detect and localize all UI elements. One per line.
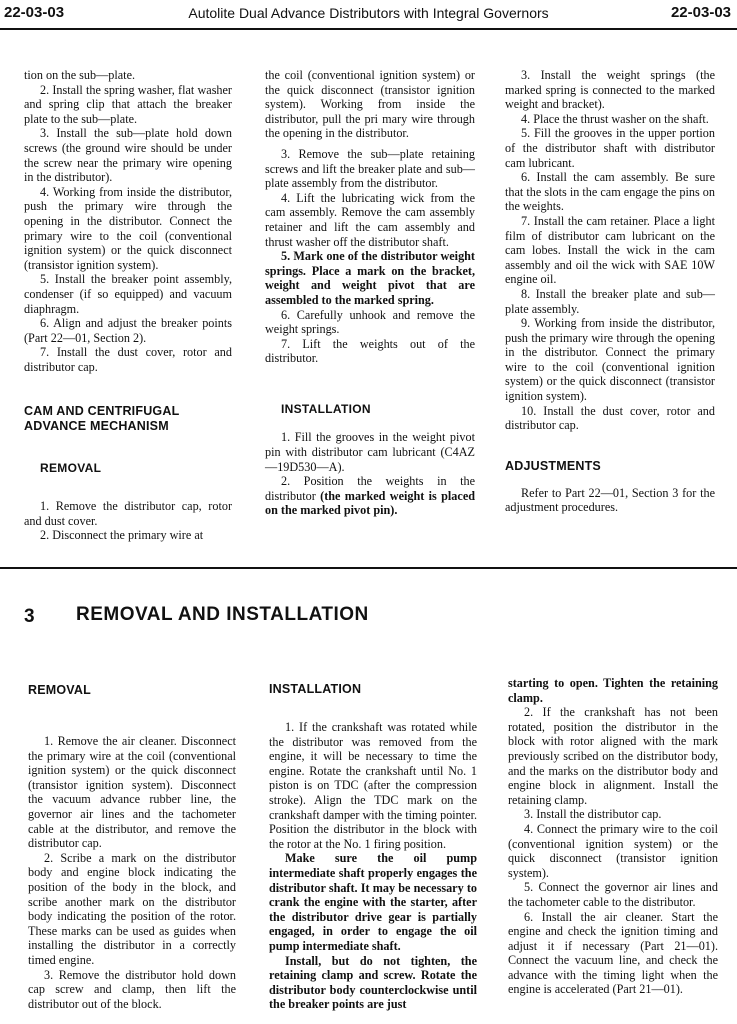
page-number-right: 22-03-03 bbox=[670, 4, 731, 21]
subheading-removal: REMOVAL bbox=[40, 461, 102, 476]
step-10: 10. Install the dust cover, rotor and distributor cap. bbox=[505, 403, 715, 433]
step-9: 9. Working from inside the distributor, push the primary wire through the opening in the distributor. Connect the primary wire to the coil (conventional ignition system) or the quick disconnect (transistor ignition system). bbox=[505, 316, 715, 404]
bottom-column-1 bbox=[28, 683, 236, 1011]
removal-step-1: 1. Remove the distributor cap, rotor and dust cover. bbox=[24, 499, 232, 528]
page-header bbox=[0, 0, 737, 30]
step-2: 2. If the crankshaft has not been rotated, position the distributor in the block with rotor aligned with the mark previously scribed on the distributor body, and the marks on the distributor body and engine block in alignment. Install the retaining clamp. bbox=[508, 705, 718, 807]
paragraph: the coil (conventional ignition system) or the quick disconnect (transistor ignition system). Working from inside the distributor, pull the pri mary wire through the opening in the distributor. bbox=[265, 68, 475, 141]
step-7: 7. Install the dust cover, rotor and distributor cap. bbox=[24, 345, 232, 374]
step-6: 6. Install the cam assembly. Be sure that the slots in the cam engage the pins on the weights. bbox=[505, 170, 715, 214]
step-6: 6. Carefully unhook and remove the weight springs. bbox=[265, 307, 475, 337]
step-2: 2. Install the spring washer, flat washer and spring clip that attach the breaker plate to the sub—plate. bbox=[24, 82, 232, 126]
step-6: 6. Align and adjust the breaker points (Part 22—01, Section 2). bbox=[24, 316, 232, 345]
header-rule bbox=[0, 28, 737, 30]
bottom-column-3 bbox=[508, 676, 718, 997]
section-divider bbox=[0, 567, 737, 569]
install-note: Make sure the oil pump intermediate shaft properly engages the distributor shaft. It may be necessary to crank the engine with the starter, after the distributor drive gear is partially engaged, in order to engage the oil pump intermediate shaft. bbox=[269, 851, 477, 953]
step-5: 5. Fill the grooves in the upper portion of the distributor shaft with distributor cam lubricant. bbox=[505, 126, 715, 170]
removal-step-1: 1. Remove the air cleaner. Disconnect the primary wire at the coil (conventional ignition system) or the quick disconnect (transistor ignition system). Disconnect the vacuum advance rubber line, the governor air lines and the tachometer cable at the distributor, and remove the distributor cap. bbox=[28, 734, 236, 851]
page-number-left: 22-03-03 bbox=[4, 4, 65, 21]
step-7: 7. Install the cam retainer. Place a light film of distributor cam lubricant on the cam lobes. Install the wick in the cam assembly and oil the wick with SAE 10W engine oil. bbox=[505, 213, 715, 287]
paragraph: starting to open. Tighten the retaining clamp. bbox=[508, 676, 718, 705]
step-4: 4. Lift the lubricating wick from the cam assembly. Remove the cam assembly retainer and lift the cam assembly and thrust washer off the distributor shaft. bbox=[265, 190, 475, 249]
removal-step-2: 2. Scribe a mark on the distributor body and engine block indicating the position of the body in the block, and scribe another mark on the distributor body indicating the position of the rotor. These marks can be used as guides when installing the distributor in a correctly timed engine. bbox=[28, 850, 236, 967]
removal-step-3: 3. Remove the distributor hold down cap screw and clamp, then lift the distributor out of the block. bbox=[28, 967, 236, 1011]
page-title: Autolite Dual Advance Distributors with Integral Governors bbox=[188, 5, 549, 21]
removal-step-2: 2. Disconnect the primary wire at bbox=[40, 528, 204, 543]
install-note-2: Install, but do not tighten, the retaining clamp and screw. Rotate the distributor body counterclockwise until the breaker points are just bbox=[269, 953, 477, 1012]
step-5: 5. Install the breaker point assembly, condenser (if so equipped) and vacuum diaphragm. bbox=[24, 272, 232, 316]
step-3: 3. Install the distributor cap. bbox=[524, 807, 662, 822]
adjustments-text: Refer to Part 22—01, Section 3 for the adjustment procedures. bbox=[505, 485, 715, 515]
section-number: 3 bbox=[24, 606, 35, 627]
top-column-1 bbox=[24, 68, 232, 543]
install-step-2-bold: (the marked weight is placed on the marked pivot pin). bbox=[265, 488, 476, 518]
step-5: 5. Mark one of the distributor weight springs. Place a mark on the bracket, weight and weight pivot that are assembled to the marked spring. bbox=[265, 249, 475, 307]
step-3: 3. Install the weight springs (the marked spring is connected to the marked weight and bracket). bbox=[505, 68, 715, 112]
install-step-1: 1. Fill the grooves in the weight pivot pin with distributor cam lubricant (C4AZ—19D530—A). bbox=[265, 430, 475, 474]
step-3: 3. Install the sub—plate hold down screws (the ground wire should be under the screw near the primary wire opening in the distributor). bbox=[24, 126, 232, 185]
install-step-1: 1. If the crankshaft was rotated while the distributor was removed from the engine, it will be necessary to time the engine. Rotate the crankshaft until No. 1 piston is on TDC (after the compression stroke). Align the TDC mark on the crankshaft damper with the timing pointer. Position the distributor in the block with the rotor at the No. 1 firing position. bbox=[269, 720, 477, 851]
section-heading-cam-1: CAM AND CENTRIFUGAL bbox=[24, 404, 180, 419]
paragraph: tion on the sub—plate. bbox=[24, 68, 136, 82]
section-title: REMOVAL AND INSTALLATION bbox=[76, 604, 369, 625]
install-step-2-text: 2. Position the weights in the distributor bbox=[265, 474, 475, 503]
step-6: 6. Install the air cleaner. Start the engine and check the ignition timing and adjust it if necessary (Part 21—01). Connect the vacuum line, and check the advance with the timing light when the engine is accelerated (Part 21—01). bbox=[508, 909, 718, 997]
section-heading-cam-2: ADVANCE MECHANISM bbox=[24, 419, 169, 434]
subheading-installation: INSTALLATION bbox=[269, 682, 362, 696]
top-column-2 bbox=[265, 68, 475, 518]
install-step-2 bbox=[265, 474, 475, 518]
step-3: 3. Remove the sub—plate retaining screws and lift the breaker plate and sub—plate assembly from the distributor. bbox=[265, 146, 475, 191]
step-8: 8. Install the breaker plate and sub—plate assembly. bbox=[505, 286, 715, 316]
bottom-column-2 bbox=[269, 682, 477, 1012]
top-column-3 bbox=[505, 68, 715, 515]
step-4: 4. Working from inside the distributor, push the primary wire through the opening in the distributor. Connect the primary wire to the coil (conventional ignition system) or the quick disconnect (transistor ignition system). bbox=[24, 184, 232, 272]
subheading-installation: INSTALLATION bbox=[281, 401, 371, 416]
step-7: 7. Lift the weights out of the distributor. bbox=[265, 336, 475, 366]
step-4: 4. Place the thrust washer on the shaft. bbox=[521, 111, 709, 126]
step-5: 5. Connect the governor air lines and the tachometer cable to the distributor. bbox=[508, 880, 718, 909]
subheading-removal: REMOVAL bbox=[28, 683, 91, 697]
step-4: 4. Connect the primary wire to the coil (conventional ignition system) or the quick disconnect (transistor ignition system). bbox=[508, 821, 718, 880]
section-heading-adjustments: ADJUSTMENTS bbox=[505, 458, 601, 473]
